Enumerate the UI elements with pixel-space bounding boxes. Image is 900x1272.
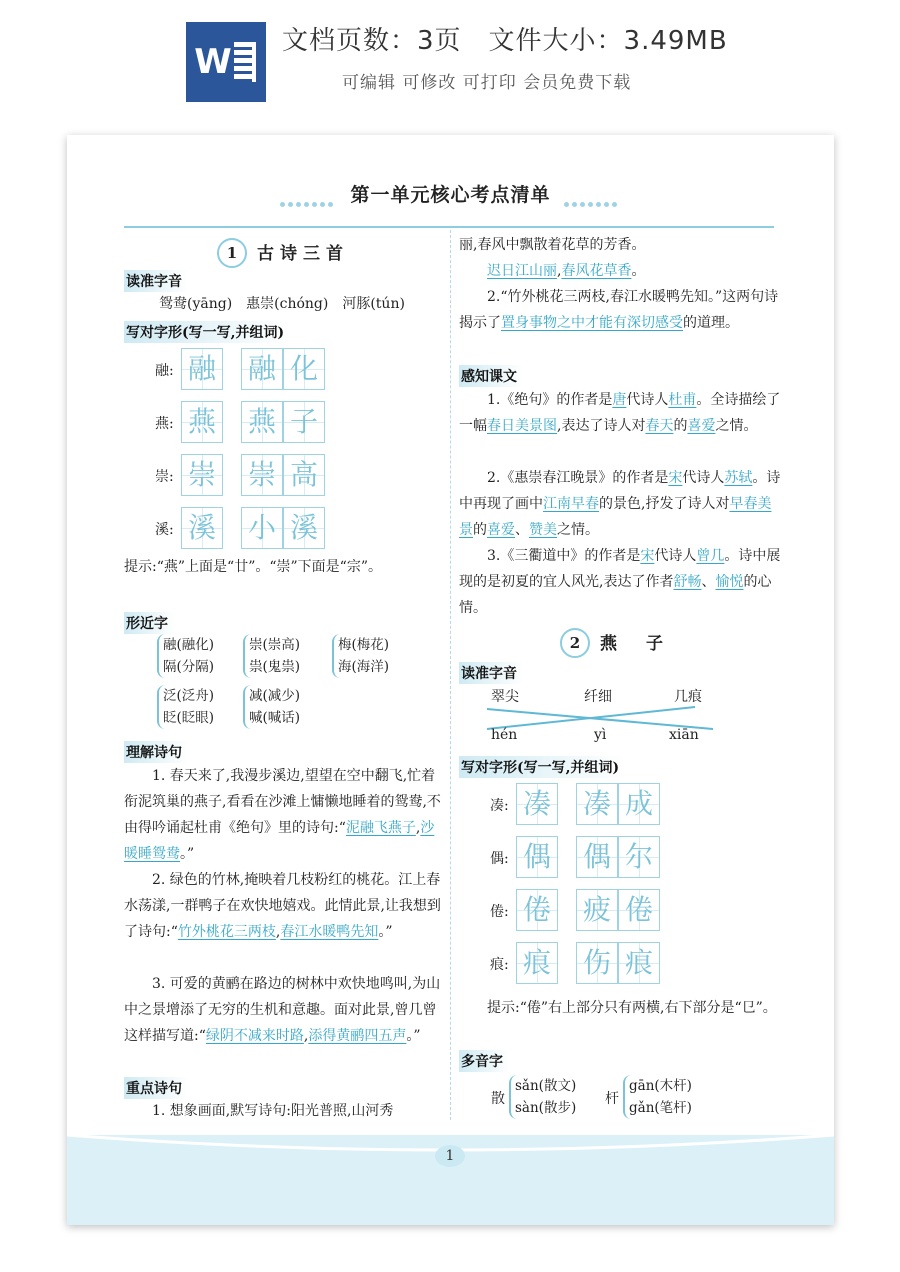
- character-box: 溪: [283, 507, 325, 549]
- character-box: 融: [181, 348, 223, 390]
- similar-word: 喊(喊话): [249, 710, 301, 726]
- character-box: 凑: [516, 783, 558, 825]
- section-heading: 重点诗句: [124, 1077, 188, 1099]
- match-pinyin: hén: [491, 727, 518, 743]
- character-box: 凑: [576, 783, 618, 825]
- polyphonic-readings: [509, 1075, 576, 1119]
- similar-word: 减(减少): [249, 688, 301, 704]
- character-label: 倦:: [490, 904, 509, 920]
- document-features: 可编辑 可修改 可打印 会员免费下载: [342, 73, 632, 93]
- character-box: 偶: [576, 836, 618, 878]
- polyphonic-char: 散: [491, 1091, 505, 1107]
- similar-word: 梅(梅花): [338, 637, 390, 653]
- paragraph: 3.《三衢道中》的作者是宋代诗人曾几。诗中展现的是初夏的宜人风光,表达了作者舒畅、愉悦的心情。: [459, 548, 781, 616]
- paragraph: 丽,春风中飘散着花草的芳香。: [459, 237, 646, 253]
- polyphonic-char: 杆: [605, 1091, 619, 1107]
- column-divider: [450, 230, 452, 1120]
- lesson-name: 古诗三首: [257, 244, 349, 264]
- character-box: 高: [283, 454, 325, 496]
- document-page: [67, 135, 834, 1225]
- character-box: 倦: [516, 889, 558, 931]
- character-box: 崇: [241, 454, 283, 496]
- similar-pair: [332, 634, 389, 678]
- match-word: 翠尖: [491, 689, 519, 705]
- paragraph: 2.“竹外桃花三两枝,春江水暖鸭先知。”这两句诗揭示了置身事物之中才能有深切感受的道理。: [459, 289, 779, 331]
- document-banner: [0, 0, 900, 120]
- answer: 泥融飞燕子: [345, 820, 416, 836]
- answer: 竹外桃花三两枝: [177, 924, 276, 940]
- paragraph: 2.《惠崇春江晚景》的作者是宋代诗人苏轼。诗中再现了画中江南早春的景色,抒发了诗人对早春美景的喜爱、赞美之情。: [459, 470, 781, 538]
- answer: 迟日江山丽: [487, 263, 557, 279]
- similar-word: 隔(分隔): [163, 659, 215, 675]
- answer: 添得黄鹂四五声: [308, 1028, 407, 1044]
- answer: 春江水暖鸭先知: [280, 924, 379, 940]
- paragraph: 迟日江山丽,春风花草香。: [487, 263, 646, 279]
- reading: sǎn(散文): [515, 1078, 577, 1094]
- paragraph: 1. 想象画面,默写诗句:阳光普照,山河秀: [152, 1103, 394, 1119]
- character-box: 成: [618, 783, 660, 825]
- reading: sàn(散步): [515, 1100, 577, 1116]
- paragraph: 1.《绝句》的作者是唐代诗人杜甫。全诗描绘了一幅春日美景图,表达了诗人对春天的喜爱之情。: [459, 392, 781, 434]
- reading: gān(木杆): [629, 1078, 692, 1094]
- character-label: 融:: [155, 363, 174, 379]
- answer: 置身事物之中才能有深切感受: [501, 315, 683, 331]
- character-box: 化: [283, 348, 325, 390]
- similar-word: 海(海洋): [338, 659, 390, 675]
- character-box: 子: [283, 401, 325, 443]
- character-box: 偶: [516, 836, 558, 878]
- answer: 绿阴不减来时路: [205, 1028, 304, 1044]
- character-box: 倦: [618, 889, 660, 931]
- section-heading: 读准字音: [459, 662, 523, 684]
- section-heading: 感知课文: [459, 365, 523, 387]
- match-pinyin: yì: [594, 727, 607, 743]
- similar-word: 崇(崇高): [249, 637, 301, 653]
- lesson-name: 燕 子: [600, 634, 669, 654]
- page-title: 第一单元核心考点清单: [350, 184, 551, 206]
- character-box: 尔: [618, 836, 660, 878]
- character-label: 燕:: [155, 416, 174, 432]
- similar-word: 泛(泛舟): [163, 688, 215, 704]
- section-heading: 写对字形(写一写,并组词): [124, 321, 290, 343]
- title-rule: [124, 226, 774, 228]
- section-heading: 写对字形(写一写,并组词): [459, 756, 625, 778]
- title-dots-right: [564, 192, 620, 198]
- similar-pair: [157, 634, 214, 678]
- paragraph: 3. 可爱的黄鹂在路边的树林中欢快地鸣叫,为山中之景增添了无穷的生机和意趣。面对此景,曾几曾这样描写道:“绿阴不减来时路,添得黄鹂四五声。”: [124, 976, 441, 1044]
- character-box: 燕: [241, 401, 283, 443]
- similar-pair: [243, 634, 300, 678]
- character-label: 溪:: [155, 522, 174, 538]
- tip-text: 提示:“倦”右上部分只有两横,右下部分是“㔾”。: [487, 1000, 777, 1016]
- character-box: 融: [241, 348, 283, 390]
- character-box: 小: [241, 507, 283, 549]
- word-icon: W: [186, 22, 266, 102]
- pronunciation-line: 鸳鸯(yāng) 惠崇(chóng) 河豚(tún): [159, 296, 405, 312]
- character-label: 凑:: [490, 798, 509, 814]
- character-label: 偶:: [490, 851, 509, 867]
- paragraph: 2. 绿色的竹林,掩映着几枝粉红的桃花。江上春水荡漾,一群鸭子在欢快地嬉戏。此情此景,让我想到了诗句:“竹外桃花三两枝,春江水暖鸭先知。”: [124, 872, 441, 940]
- similar-word: 祟(鬼祟): [249, 659, 301, 675]
- character-box: 痕: [618, 942, 660, 984]
- similar-word: 眨(眨眼): [163, 710, 215, 726]
- character-box: 伤: [576, 942, 618, 984]
- polyphonic-readings: [623, 1075, 692, 1119]
- page-number: 1: [435, 1145, 465, 1167]
- character-box: 疲: [576, 889, 618, 931]
- section-heading: 读准字音: [124, 270, 188, 292]
- lesson-number: 2: [560, 628, 590, 658]
- paragraph: 1. 春天来了,我漫步溪边,望望在空中翻飞,忙着衔泥筑巢的燕子,看看在沙滩上慵懒地睡着的鸳鸯,不由得吟诵起杜甫《绝句》里的诗句:“泥融飞燕子,沙暖睡鸳鸯。”: [124, 768, 441, 862]
- answer: 春风花草香: [561, 263, 632, 279]
- tip-text: 提示:“燕”上面是“廿”。“崇”下面是“宗”。: [124, 559, 382, 575]
- character-box: 燕: [181, 401, 223, 443]
- section-heading: 多音字: [459, 1050, 509, 1072]
- reading: gǎn(笔杆): [629, 1100, 692, 1116]
- character-box: 痕: [516, 942, 558, 984]
- match-word: 几痕: [674, 689, 702, 705]
- character-box: 崇: [181, 454, 223, 496]
- character-label: 崇:: [155, 469, 174, 485]
- character-label: 痕:: [490, 957, 509, 973]
- match-pinyin: xiān: [669, 727, 699, 743]
- section-heading: 理解诗句: [124, 741, 188, 763]
- section-heading: 形近字: [124, 612, 174, 634]
- similar-word: 融(融化): [163, 637, 215, 653]
- similar-pair: [243, 685, 300, 729]
- similar-pair: [157, 685, 214, 729]
- match-word: 纤细: [584, 689, 612, 705]
- document-info: 文档页数：3页 文件大小：3.49MB: [282, 26, 728, 56]
- lesson-number: 1: [217, 238, 247, 268]
- answer: 沙暖睡鸳鸯: [124, 820, 435, 862]
- character-box: 溪: [181, 507, 223, 549]
